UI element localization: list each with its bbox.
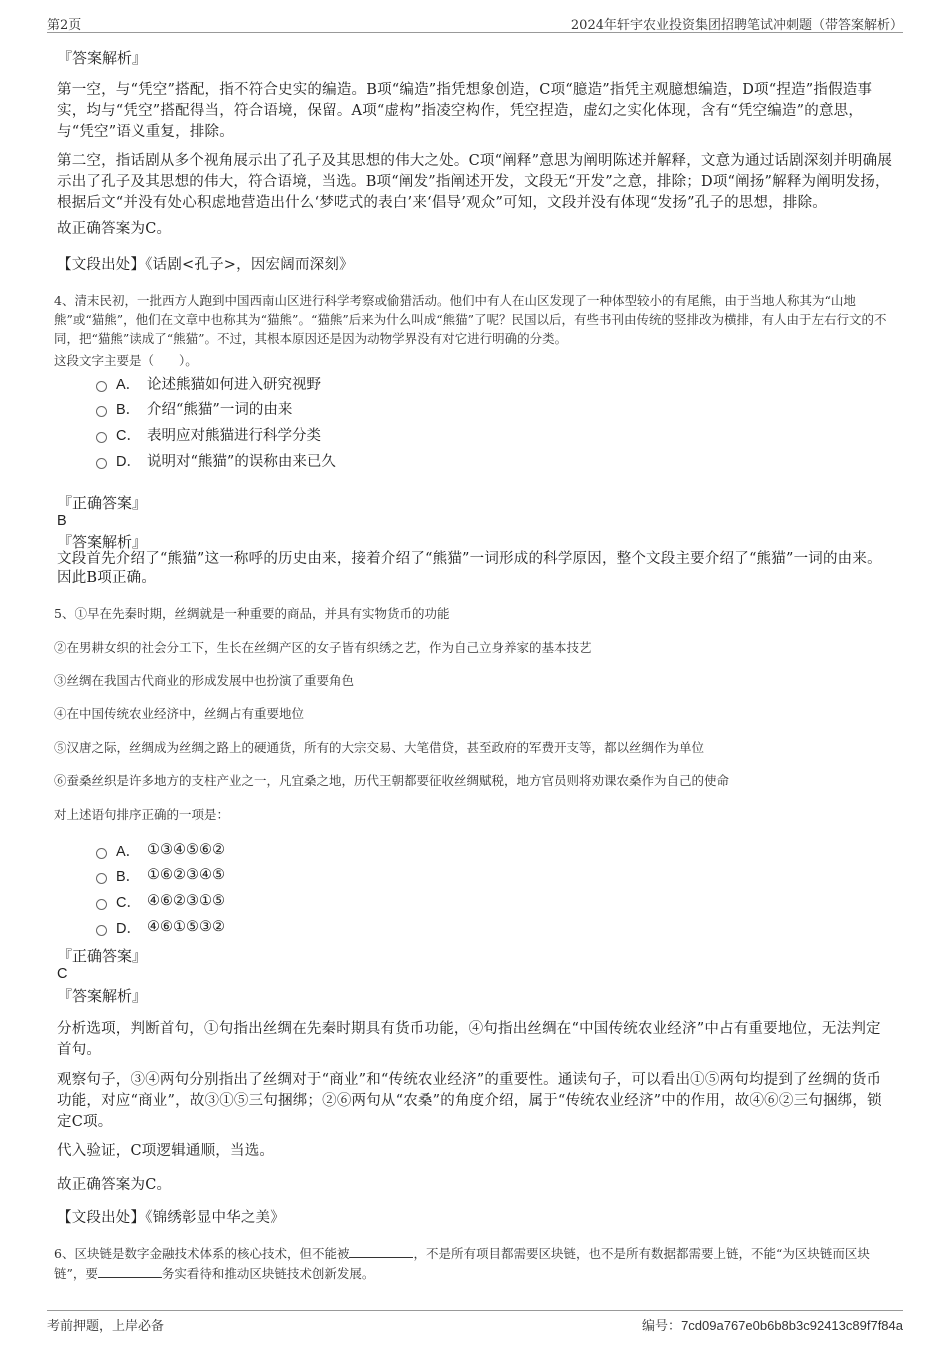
page-number: 第2页 xyxy=(47,18,82,33)
radio-icon[interactable] xyxy=(96,925,107,936)
q5-sentence-4: ④在中国传统农业经济中，丝绸占有重要地位 xyxy=(54,706,305,721)
q5-question: 对上述语句排序正确的一项是： xyxy=(54,807,230,822)
q5-analysis-para3: 代入验证，C项逻辑通顺，当选。 xyxy=(57,1143,275,1159)
q4-option-d[interactable]: D． 说明对“熊猫”的误称由来已久 xyxy=(96,449,336,471)
q5-option-d[interactable]: D． ④⑥①⑤③② xyxy=(96,916,225,938)
q4-answer-heading: 『正确答案』 xyxy=(57,494,148,512)
q4-option-b[interactable]: B． 介绍“熊猫”一词的由来 xyxy=(96,397,292,419)
fill-blank-2[interactable] xyxy=(98,1263,162,1278)
q5-conclusion: 故正确答案为C。 xyxy=(57,1177,172,1193)
q5-analysis-heading: 『答案解析』 xyxy=(57,987,148,1005)
q4-analysis-heading: 『答案解析』 xyxy=(57,533,148,551)
q4-stem: 4、清末民初，一批西方人跑到中国西南山区进行科学考察或偷猎活动。他们中有人在山区发现了一种体型较小的有尾熊，由于当地人称其为“山地熊”或“猫熊”，他们在文章中也称其为“猫熊”。“猫熊”后来为什么叫成“熊猫”了呢？民国以后，有些书刊由传统的竖排改为横排，有人由于左右行文的不同，把“猫熊”读成了“熊猫”。不过，其根本原因还是因为动物学界没有对它进行明确的分类。 xyxy=(54,293,887,346)
q4-analysis: 文段首先介绍了“熊猫”这一称呼的历史由来，接着介绍了“熊猫”一词形成的科学原因，整个文段主要介绍了“熊猫”一词的由来。因此B项正确。 xyxy=(57,551,882,586)
q6-stem: 6、区块链是数字金融技术体系的核心技术，但不能被 ，不是所有项目都需要区块链，也不是所有数据都需要上链，不能“为区块链而区块链”，要 务实看待和推动区块链技术创新发展。 xyxy=(54,1243,894,1283)
page-footer xyxy=(47,1310,903,1333)
footer-motto: 考前押题，上岸必备 xyxy=(47,1319,165,1334)
fill-blank-1[interactable] xyxy=(349,1243,413,1258)
page-header xyxy=(47,12,903,33)
q5-sentence-5: ⑤汉唐之际，丝绸成为丝绸之路上的硬通货，所有的大宗交易、大笔借贷，甚至政府的军费开支等，都以丝绸作为单位 xyxy=(54,740,705,755)
radio-icon[interactable] xyxy=(96,899,107,910)
q4-option-c[interactable]: C． 表明应对熊猫进行科学分类 xyxy=(96,423,321,445)
q5-sentence-1: 5、①早在先秦时期，丝绸就是一种重要的商品，并具有实物货币的功能 xyxy=(54,606,450,621)
q3-analysis-para1: 第一空，与“凭空”搭配，指不符合史实的编造。B项“编造”指凭想象创造，C项“臆造”指凭主观臆想编造，D项“捏造”指假造事实，均与“凭空”搭配得当，符合语境，保留。A项“虚构”指凌空构作，凭空捏造，虚幻之实化体现，含有“凭空编造”的意思，与“凭空”语义重复，排除。 xyxy=(57,82,873,140)
q3-analysis-para2: 第二空，指话剧从多个视角展示出了孔子及其思想的伟大之处。C项“阐释”意思为阐明陈述并解释，文意为通过话剧深刻并明确展示出了孔子及其思想的伟大，符合语境，当选。B项“阐发”指阐述开发，文段无“开发”之意，排除；D项“阐扬”解释为阐明发扬，根据后文“并没有处心积虑地营造出什么‘梦呓式的表白’来‘倡导’观众”可知，文段并没有体现“发扬”孔子的思想，排除。 xyxy=(57,153,893,211)
q5-answer-heading: 『正确答案』 xyxy=(57,947,148,965)
document-title: 2024年轩宇农业投资集团招聘笔试冲刺题（带答案解析） xyxy=(570,18,903,33)
radio-icon[interactable] xyxy=(96,406,107,417)
radio-icon[interactable] xyxy=(96,848,107,859)
q3-conclusion: 故正确答案为C。 xyxy=(57,221,172,237)
q3-source: 【文段出处】《话剧<孔子>，因宏阔而深刻》 xyxy=(57,257,354,273)
q4-answer: B xyxy=(57,513,67,529)
q5-source: 【文段出处】《锦绣彰显中华之美》 xyxy=(57,1210,285,1226)
q5-option-c[interactable]: C． ④⑥②③①⑤ xyxy=(96,890,225,912)
radio-icon[interactable] xyxy=(96,458,107,469)
radio-icon[interactable] xyxy=(96,381,107,392)
q5-option-a[interactable]: A． ①③④⑤⑥② xyxy=(96,839,225,861)
q5-analysis-para2: 观察句子，③④两句分别指出了丝绸对于“商业”和“传统农业经济”的重要性。通读句子，可以看出①⑤两句均提到了丝绸的货币功能，对应“商业”，故③①⑤三句捆绑；②⑥两句从“农桑”的角度介绍，属于“传统农业经济”中的作用，故④⑥②三句捆绑，锁定C项。 xyxy=(57,1072,882,1130)
q5-sentence-2: ②在男耕女织的社会分工下，生长在丝绸产区的女子皆有织绣之艺，作为自己立身养家的基本技艺 xyxy=(54,640,592,655)
q4-option-a[interactable]: A． 论述熊猫如何进入研究视野 xyxy=(96,372,321,394)
q4-question: 这段文字主要是（ ）。 xyxy=(54,353,198,368)
q5-option-b[interactable]: B． ①⑥②③④⑤ xyxy=(96,864,225,886)
q3-analysis-heading: 『答案解析』 xyxy=(57,49,148,67)
document-code: 编号：7cd09a767e0b6b8b3c92413c89f7f84a xyxy=(642,1318,903,1334)
q5-analysis-para1: 分析选项，判断首句，①句指出丝绸在先秦时期具有货币功能，④句指出丝绸在“中国传统农业经济”中占有重要地位，无法判定首句。 xyxy=(57,1021,881,1058)
q5-sentence-6: ⑥蚕桑丝织是许多地方的支柱产业之一，凡宜桑之地，历代王朝都要征收丝绸赋税，地方官员则将劝课农桑作为自己的使命 xyxy=(54,773,730,788)
radio-icon[interactable] xyxy=(96,432,107,443)
q5-answer: C xyxy=(57,966,68,982)
q5-sentence-3: ③丝绸在我国古代商业的形成发展中也扮演了重要角色 xyxy=(54,673,355,688)
radio-icon[interactable] xyxy=(96,873,107,884)
